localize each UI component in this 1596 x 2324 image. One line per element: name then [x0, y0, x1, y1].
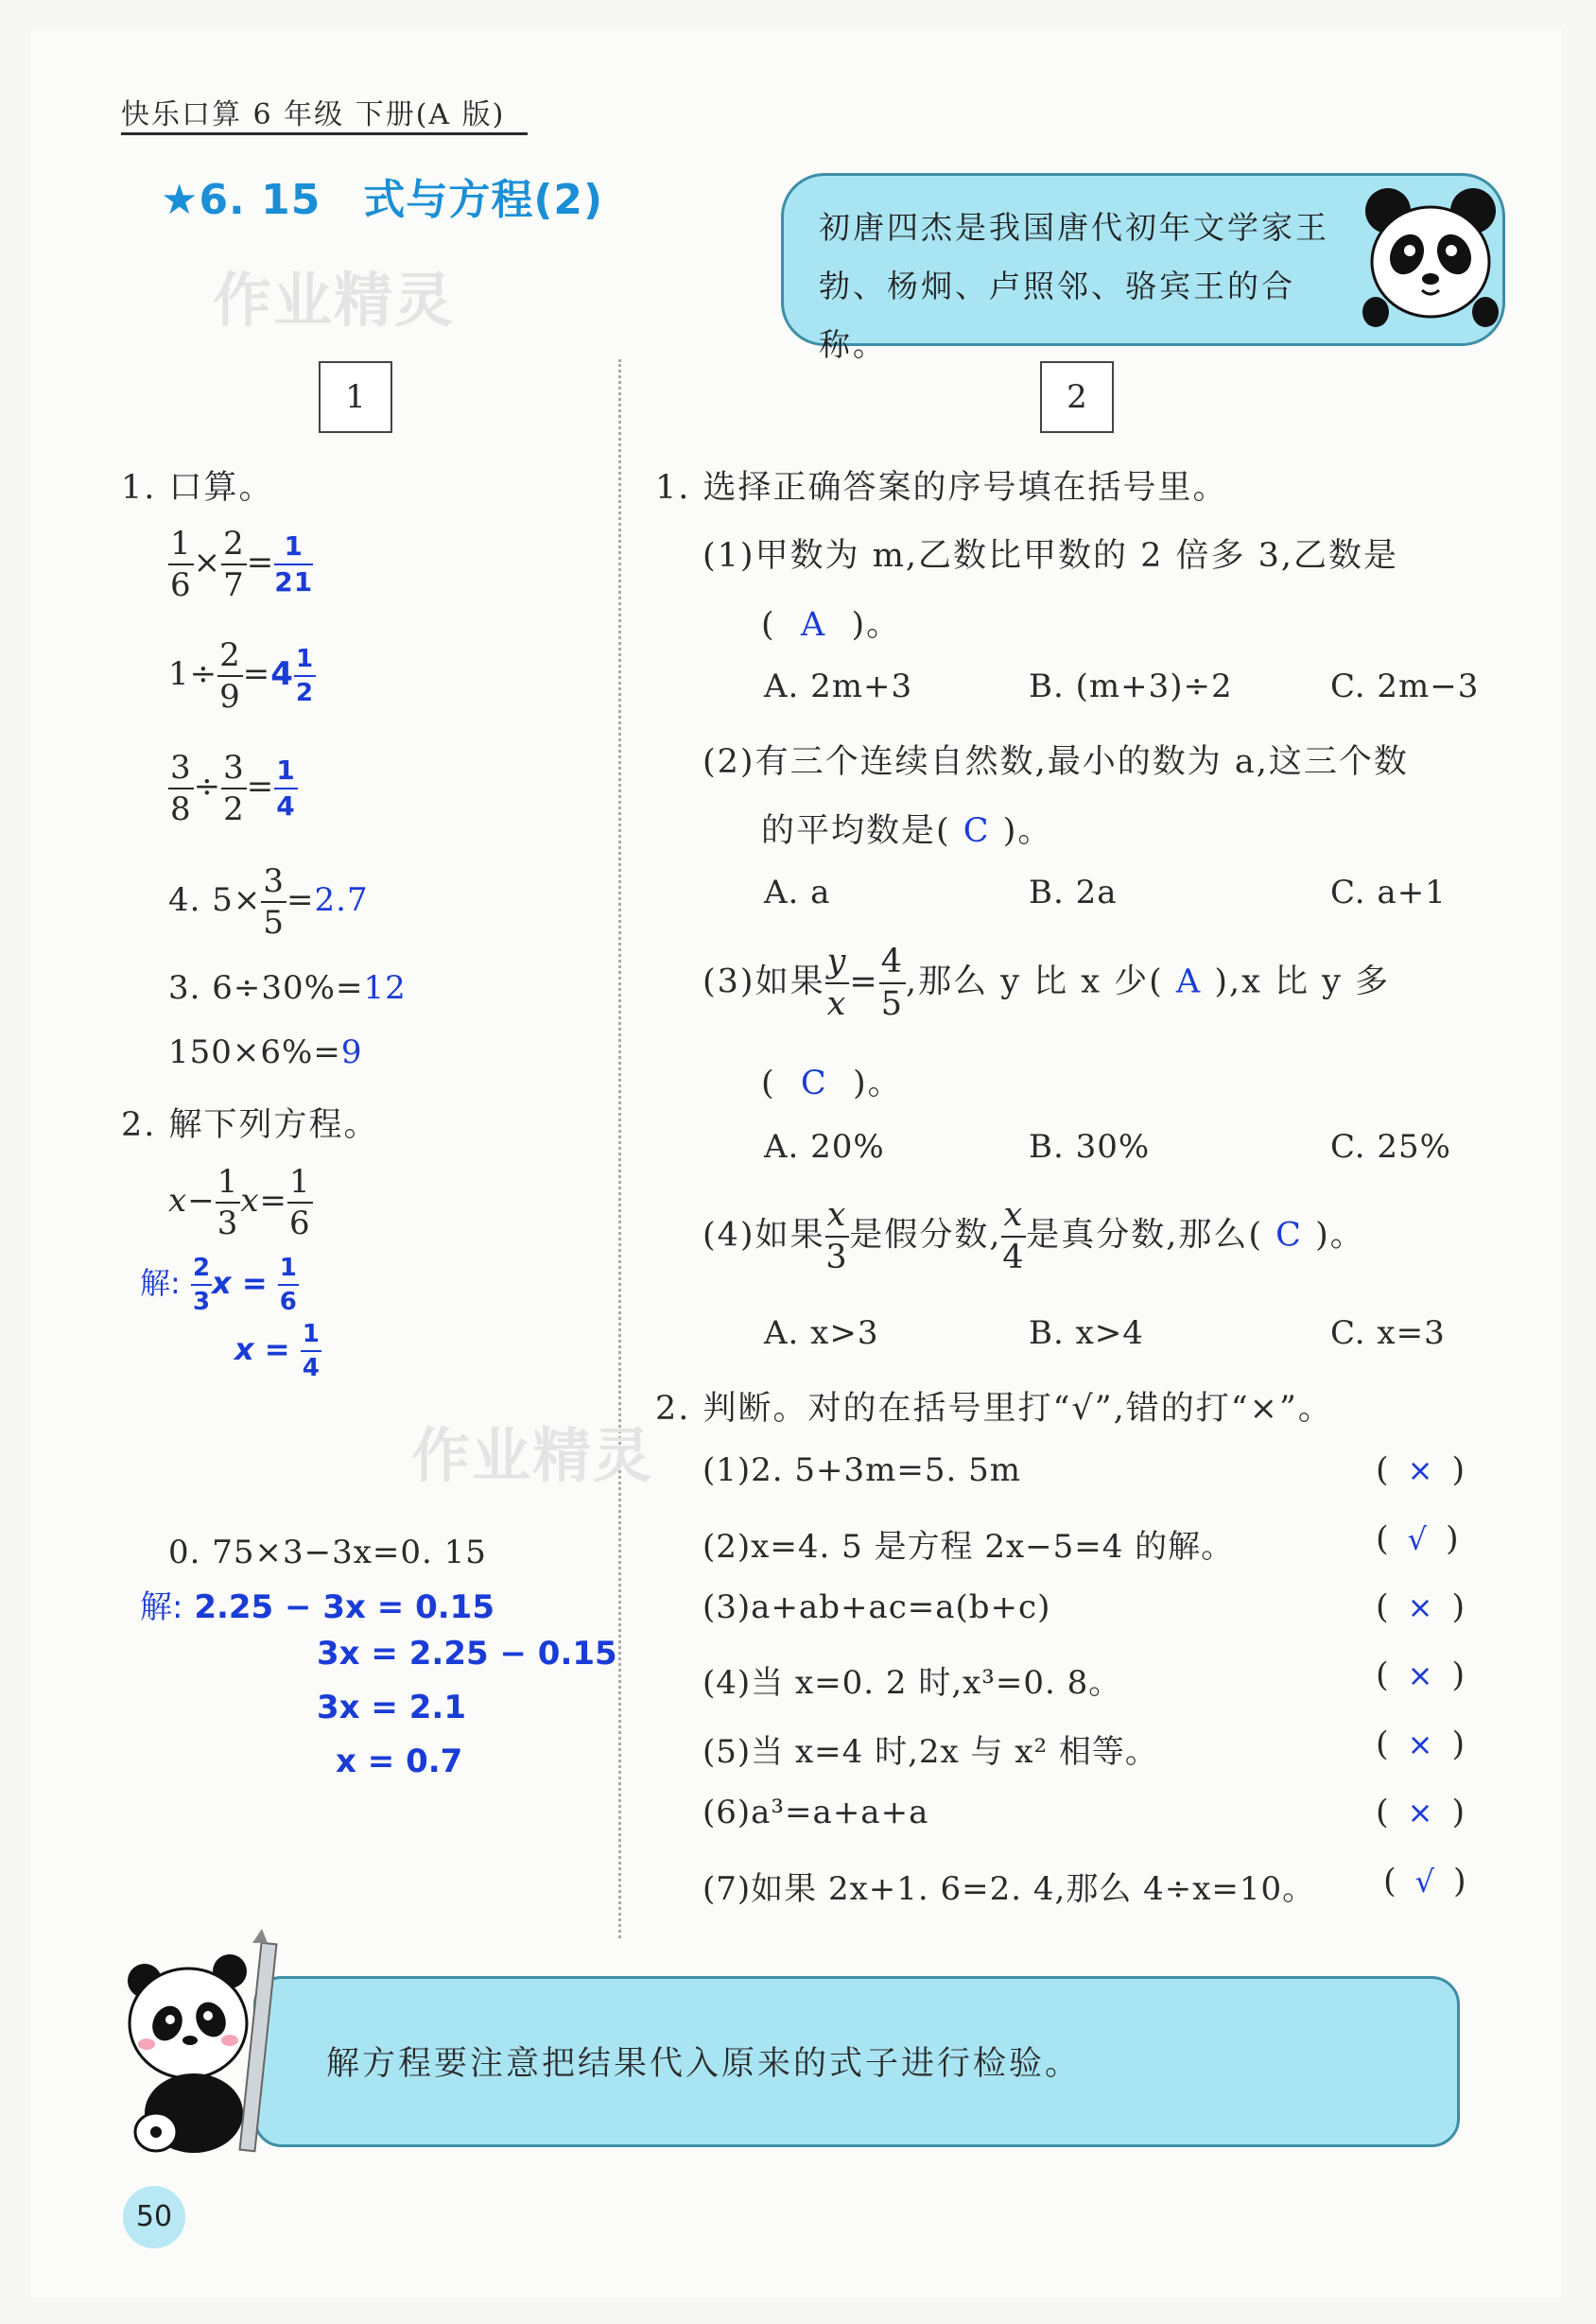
answer: C	[1275, 1216, 1303, 1255]
choice-4-stem: (4)如果 $\frac{x}{3}$ 是假分数, $\frac{x}{4}$ 是真分数,那么( C )。	[703, 1196, 1365, 1276]
option-c: C. 25%	[1330, 1128, 1451, 1166]
option-b: B. 2a	[1029, 874, 1118, 911]
judge-item-1: (1)2. 5+3m=5. 5m	[703, 1451, 1022, 1489]
option-b: B. (m+3)÷2	[1029, 668, 1233, 705]
right-question-1-label: 1. 选择正确答案的序号填在括号里。	[655, 469, 1228, 507]
option-b: B. x>4	[1029, 1314, 1144, 1352]
choice-1-stem: (1)甲数为 m,乙数比甲数的 2 倍多 3,乙数是	[703, 537, 1399, 575]
answer: A	[1175, 963, 1203, 1001]
right-question-2-label: 2. 判断。对的在括号里打“√”,错的打“×”。	[655, 1390, 1333, 1428]
equation-1-answer: x = $\frac{1}{4}$	[234, 1320, 320, 1382]
judge-answer-4: ( × )	[1376, 1656, 1466, 1694]
judge-item-4: (4)当 x=0. 2 时,x³=0. 8。	[703, 1664, 1122, 1702]
fraction: $\frac{1}{6}$	[279, 1254, 297, 1316]
solution-step: 3x = 2.1	[317, 1689, 466, 1726]
option-a: A. 2m+3	[764, 668, 913, 705]
fraction: $\frac{y}{x}$	[826, 943, 848, 1023]
fraction: $\frac{1}{6}$	[289, 1163, 311, 1242]
judge-answer-6: ( × )	[1376, 1794, 1466, 1831]
answer: 2.7	[314, 881, 369, 919]
answer: C	[800, 1065, 828, 1102]
watermark: 作业精灵	[411, 1421, 654, 1490]
panda-with-pen-icon	[118, 1929, 307, 2165]
fraction: $\frac{3}{8}$	[170, 749, 192, 828]
fraction: $\frac{1}{3}$	[217, 1163, 239, 1242]
answer-fraction: $\frac{1}{4}$	[276, 754, 296, 822]
choice-1-answer-line: ( A )。	[761, 606, 902, 644]
fraction: $\frac{2}{3}$	[192, 1254, 211, 1316]
calc-6: 150×6%=9	[168, 1033, 363, 1071]
judge-answer-1: ( × )	[1376, 1451, 1466, 1489]
answer: 12	[363, 969, 407, 1007]
option-a: A. a	[764, 874, 831, 911]
choice-3-answer-line: ( C )。	[761, 1065, 903, 1102]
option-c: C. a+1	[1330, 874, 1447, 911]
fraction: $\frac{x}{3}$	[825, 1196, 849, 1276]
judge-item-7: (7)如果 2x+1. 6=2. 4,那么 4÷x=10。	[703, 1870, 1316, 1908]
tip-text: 解方程要注意把结果代入原来的式子进行检验。	[326, 2045, 1082, 2083]
answer-whole: 4	[270, 655, 294, 693]
book-header: 快乐口算 6 年级 下册(A 版)	[121, 98, 506, 131]
judge-answer-3: ( × )	[1376, 1588, 1466, 1626]
option-c: C. 2m−3	[1330, 668, 1480, 705]
calc-4: 4. 5× $\frac{3}{5}$ =2.7	[168, 862, 369, 942]
question-1-label: 1. 口算。	[121, 469, 274, 507]
answer: 9	[340, 1033, 363, 1071]
fraction: $\frac{x}{4}$	[1002, 1196, 1026, 1276]
fraction: $\frac{1}{4}$	[302, 1320, 320, 1382]
solution-step: x = 0.7	[336, 1743, 463, 1780]
section-number-right: 2	[1040, 361, 1114, 433]
answer: A	[800, 606, 827, 644]
panda-head-icon	[1362, 184, 1499, 331]
option-a: A. 20%	[764, 1128, 885, 1166]
question-2-label: 2. 解下列方程。	[121, 1106, 379, 1144]
judge-item-3: (3)a+ab+ac=a(b+c)	[703, 1588, 1051, 1626]
judge-item-6: (6)a³=a+a+a	[703, 1794, 929, 1831]
solution-step: 2.25 − 3x = 0.15	[194, 1588, 494, 1626]
judge-answer-7: ( √ )	[1383, 1863, 1466, 1900]
page-number: 50	[123, 2186, 185, 2248]
equation-2: 0. 75×3−3x=0. 15	[168, 1534, 487, 1571]
column-divider	[618, 359, 621, 1938]
watermark: 作业精灵	[213, 266, 456, 335]
fraction: $\frac{2}{9}$	[219, 636, 241, 716]
equation-1: x− $\frac{1}{3}$ x= $\frac{1}{6}$	[168, 1163, 311, 1242]
option-a: A. x>3	[764, 1314, 879, 1352]
fraction: $\frac{3}{5}$	[263, 862, 286, 942]
answer-fraction: $\frac{1}{21}$	[274, 530, 314, 598]
option-b: B. 30%	[1029, 1128, 1151, 1166]
fraction: $\frac{2}{7}$	[223, 525, 245, 604]
answer: C	[963, 812, 991, 850]
lesson-title: ★6. 15 式与方程(2)	[161, 176, 604, 224]
option-c: C. x=3	[1330, 1314, 1446, 1352]
choice-2-stem: (2)有三个连续自然数,最小的数为 a,这三个数	[703, 743, 1409, 781]
solution-step: 3x = 2.25 − 0.15	[317, 1635, 617, 1673]
header-underline	[121, 132, 528, 135]
judge-answer-2: ( √ )	[1376, 1520, 1459, 1558]
calc-5: 3. 6÷30%=12	[168, 969, 407, 1007]
equation-1-solution: 解: $\frac{2}{3}$ x = $\frac{1}{6}$	[140, 1254, 297, 1316]
calc-2: 1÷ $\frac{2}{9}$ =4 $\frac{1}{2}$	[168, 636, 315, 716]
fraction: $\frac{1}{6}$	[170, 525, 192, 604]
fraction: $\frac{4}{5}$	[880, 943, 904, 1023]
judge-item-2: (2)x=4. 5 是方程 2x−5=4 的解。	[703, 1528, 1235, 1566]
judge-answer-5: ( × )	[1376, 1726, 1466, 1763]
fraction: $\frac{3}{2}$	[223, 749, 245, 828]
choice-2-answer-line: 的平均数是( C )。	[761, 812, 1053, 850]
answer-fraction: $\frac{1}{2}$	[295, 645, 315, 707]
calc-1: $\frac{1}{6}$ × $\frac{2}{7}$ = $\frac{1}{21}$	[170, 525, 314, 604]
choice-3-stem: (3)如果 $\frac{y}{x}$ = $\frac{4}{5}$ ,那么 y 比 x 少( A ),x 比 y 多	[703, 943, 1390, 1023]
fact-text: 初唐四杰是我国唐代初年文学家王勃、杨炯、卢照邻、骆宾王的合称。	[819, 209, 1329, 363]
calc-3: $\frac{3}{8}$ ÷ $\frac{3}{2}$ = $\frac{1}{4}$	[170, 749, 296, 828]
judge-item-5: (5)当 x=4 时,2x 与 x² 相等。	[703, 1733, 1158, 1771]
section-number-left: 1	[319, 361, 392, 433]
equation-2-solution: 解: 2.25 − 3x = 0.15	[140, 1588, 494, 1626]
